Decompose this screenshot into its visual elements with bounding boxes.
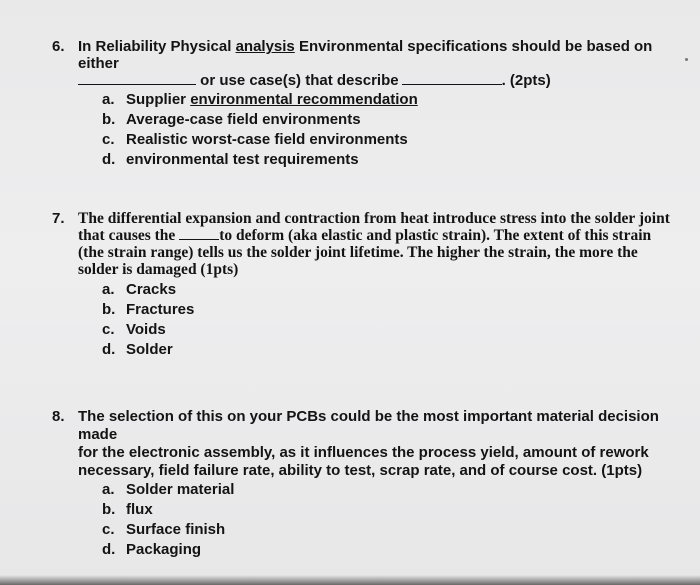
option-b[interactable]: b. flux (102, 501, 153, 518)
option-a[interactable]: a. Supplier environmental recommendation (102, 91, 418, 108)
answer-options (102, 280, 682, 360)
option-d[interactable]: d. Solder (102, 341, 173, 358)
question-line: The differential expansion and contraction from heat introduce stress into the solder joint (78, 210, 670, 227)
option-d[interactable]: d. Packaging (102, 541, 202, 558)
answer-options (102, 90, 682, 170)
question-line: necessary, field failure rate, ability to test, scrap rate, and of course cost. (1pts) (78, 462, 643, 479)
question-line: (the strain range) tells us the solder joint lifetime. The higher the strain, the more the (78, 244, 638, 261)
question-line: solder is damaged (1pts) (78, 261, 239, 278)
option-a[interactable]: a. Cracks (102, 281, 177, 298)
answer-options (102, 480, 682, 560)
question-text (78, 408, 682, 480)
question-7 (52, 210, 682, 360)
question-6 (52, 38, 682, 170)
question-text (78, 38, 682, 89)
option-b[interactable]: b. Average-case field environments (102, 111, 361, 128)
question-line: The selection of this on your PCBs could be the most important material decision made (78, 408, 659, 443)
question-8 (52, 408, 682, 560)
page-shadow (0, 575, 700, 585)
question-number: 7. (52, 210, 65, 227)
speck-mark (685, 58, 688, 61)
option-a[interactable]: a. Solder material (102, 481, 235, 498)
question-line: or use case(s) that describe . (2pts) (78, 72, 682, 89)
option-c[interactable]: c. Surface finish (102, 521, 226, 538)
question-line: that causes the to deform (aka elastic and plastic strain). The extent of this strain (78, 227, 652, 244)
option-d[interactable]: d. environmental test requirements (102, 151, 359, 168)
option-c[interactable]: c. Voids (102, 321, 166, 338)
question-line: for the electronic assembly, as it influences the process yield, amount of rework (78, 444, 649, 461)
question-line: In Reliability Physical analysis Environmental specifications should be based on either (78, 38, 653, 72)
question-number: 6. (52, 38, 65, 55)
answer-blank (402, 72, 502, 85)
option-b[interactable]: b. Fractures (102, 301, 195, 318)
answer-blank (179, 227, 219, 240)
answer-blank (78, 72, 196, 85)
option-c[interactable]: c. Realistic worst-case field environments (102, 131, 408, 148)
question-text (78, 210, 682, 278)
question-number: 8. (52, 408, 65, 425)
